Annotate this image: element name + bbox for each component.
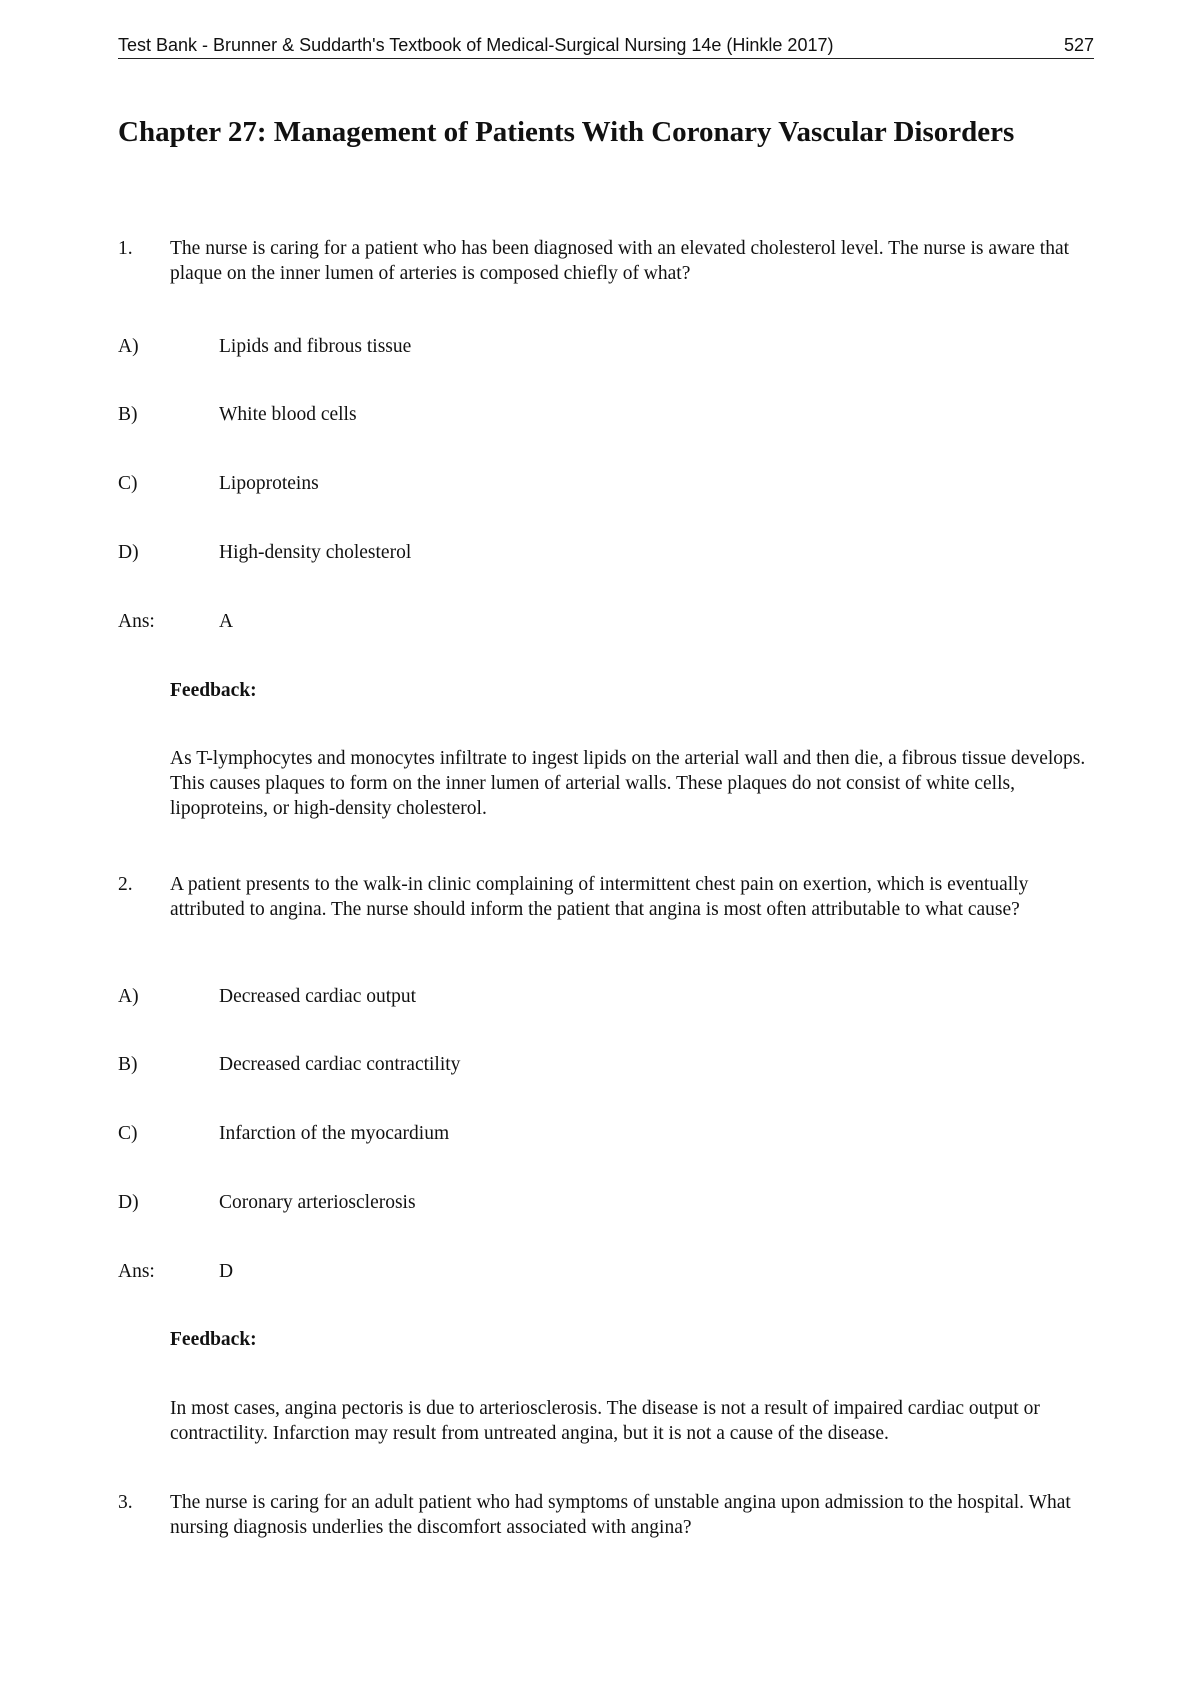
option-text: Lipids and fibrous tissue	[219, 336, 412, 357]
option-text: Coronary arteriosclerosis	[219, 1192, 416, 1213]
question-number: 3.	[118, 1492, 133, 1513]
option-letter: B)	[118, 404, 138, 425]
option-text: White blood cells	[219, 404, 357, 425]
page-number: 527	[1063, 35, 1094, 55]
feedback-text: As T-lymphocytes and monocytes infiltrate to ingest lipids on the arterial wall and then die, a fibrous tissue develops. This causes plaques to form on the inner lumen of arterial walls. These plaques do not consist of white cells, lipoproteins, or high-density cholesterol.	[170, 748, 1086, 819]
answer-label: Ans:	[118, 1261, 155, 1282]
chapter-title: Chapter 27: Management of Patients With Coronary Vascular Disorders	[118, 116, 1015, 148]
answer-label: Ans:	[118, 611, 155, 632]
option-letter: A)	[118, 336, 139, 357]
running-header	[118, 34, 1094, 59]
question-text: A patient presents to the walk-in clinic complaining of intermittent chest pain on exertion, which is eventually attributed to angina. The nurse should inform the patient that angina is most often attributable to what cause?	[170, 874, 1029, 920]
option-text: Decreased cardiac output	[219, 986, 417, 1007]
option-letter: A)	[118, 986, 139, 1007]
header-title: Test Bank - Brunner & Suddarth's Textbook of Medical-Surgical Nursing 14e (Hinkle 2017)	[118, 35, 834, 55]
option-letter: C)	[118, 1123, 138, 1144]
feedback-text: In most cases, angina pectoris is due to arteriosclerosis. The disease is not a result of impaired cardiac output or contractility. Infarction may result from untreated angina, but it is not a cause of the disease.	[170, 1398, 1040, 1444]
feedback-heading: Feedback:	[170, 680, 257, 701]
answer-value: D	[219, 1261, 234, 1282]
option-letter: B)	[118, 1054, 138, 1075]
option-text: High-density cholesterol	[219, 542, 412, 563]
option-letter: D)	[118, 542, 139, 563]
answer-value: A	[219, 611, 234, 632]
option-text: Decreased cardiac contractility	[219, 1054, 461, 1075]
question-number: 2.	[118, 874, 133, 895]
option-text: Lipoproteins	[219, 473, 319, 494]
question-text: The nurse is caring for an adult patient who had symptoms of unstable angina upon admission to the hospital. What nursing diagnosis underlies the discomfort associated with angina?	[170, 1492, 1071, 1538]
question-text: The nurse is caring for a patient who has been diagnosed with an elevated cholesterol level. The nurse is aware that plaque on the inner lumen of arteries is composed chiefly of what?	[170, 238, 1070, 284]
option-letter: D)	[118, 1192, 139, 1213]
option-text: Infarction of the myocardium	[219, 1123, 450, 1144]
option-letter: C)	[118, 473, 138, 494]
question-number: 1.	[118, 238, 133, 259]
feedback-heading: Feedback:	[170, 1329, 257, 1350]
